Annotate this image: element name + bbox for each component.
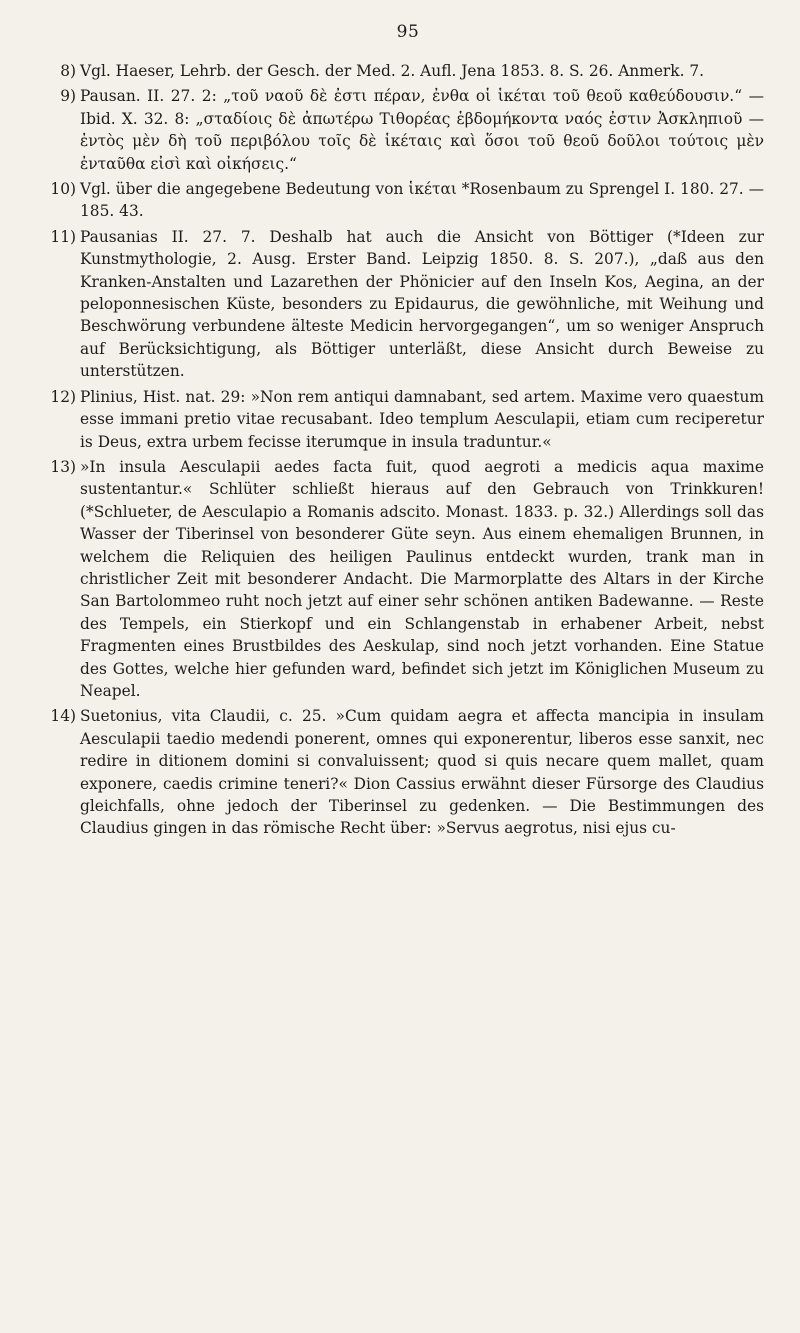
footnote	[52, 705, 764, 839]
footnote-number: 9)	[60, 87, 76, 106]
footnote-text: Pausan. II. 27. 2: „τοῦ ναοῦ δὲ ἐστι πέραν, ἐνθα οἱ ἱκέται τοῦ θεοῦ καθεύδουσιν.“ — Ibid. X. 32. 8: „σταδίοις δὲ ἀπωτέρω Τιθορέας ἑβδομήκοντα ναός ἐστιν Ἀσκληπιοῦ — ἐντὸς μὲν δὴ τοῦ περιβόλου τοῖς δὲ ἱκέταις καὶ ὅσοι τοῦ θεοῦ δοῦλοι τούτοις μὲν ἐνταῦθα εἰσὶ καὶ οἰκήσεις.“	[80, 87, 764, 173]
footnote	[52, 386, 764, 453]
footnotes-list	[52, 60, 764, 840]
footnote-text: Vgl. über die angegebene Bedeutung von ἱκέται *Rosenbaum zu Sprengel I. 180. 27. — 185. 43.	[80, 180, 764, 221]
footnote-number: 14)	[50, 707, 76, 726]
footnote	[52, 60, 764, 82]
footnote-number: 11)	[50, 227, 76, 246]
footnote-number: 10)	[50, 180, 76, 199]
footnote-text: Vgl. Haeser, Lehrb. der Gesch. der Med. 2. Aufl. Jena 1853. 8. S. 26. Anmerk. 7.	[80, 62, 705, 80]
footnote-text: Plinius, Hist. nat. 29: »Non rem antiqui damnabant, sed artem. Maxime vero quaestum esse immani pretio vitae recusabant. Ideo templum Aesculapii, etiam cum reciperetur is Deus, extra urbem fecisse iterumque in insula traduntur.«	[80, 387, 764, 451]
footnote-text: »In insula Aesculapii aedes facta fuit, quod aegroti a medicis aqua maxime sustentantur.« Schlüter schließt hieraus auf den Gebrauch von Trinkkuren! (*Schlueter, de Aesculapio a Romanis adscito. Monast. 1833. p. 32.) Allerdings soll das Wasser der Tiberinsel von besonderer Güte seyn. Aus einem ehemaligen Brunnen, in welchem die Reliquien des heiligen Paulinus entdeckt wurden, trank man in christlicher Zeit mit besonderer Andacht. Die Marmorplatte des Altars in der Kirche San Bartolommeo ruht noch jetzt auf einer sehr schönen antiken Badewanne. — Reste des Tempels, ein Stierkopf und ein Schlangenstab in erhabener Arbeit, nebst Fragmenten eines Brustbildes des Aeskulap, sind noch jetzt vorhanden. Eine Statue des Gottes, welche hier gefunden ward, befindet sich jetzt im Königlichen Museum zu Neapel.	[80, 457, 764, 700]
footnote-text: Pausanias II. 27. 7. Deshalb hat auch die Ansicht von Böttiger (*Ideen zur Kunstmythologie, 2. Ausg. Erster Band. Leipzig 1850. 8. S. 207.), „daß aus den Kranken-Anstalten und Lazarethen der Phönicier auf den Inseln Kos, Aegina, an der peloponnesischen Küste, besonders zu Epidaurus, die gewöhnliche, mit Weihung und Beschwörung verbundene älteste Medicin hervorgegangen“, um so weniger Anspruch auf Berücksichtigung, als Böttiger unterläßt, diese Ansicht durch Beweise zu unterstützen.	[80, 227, 764, 381]
footnote	[52, 85, 764, 175]
footnote	[52, 178, 764, 223]
footnote-number: 8)	[60, 62, 76, 80]
footnote-number: 12)	[50, 387, 76, 406]
footnote	[52, 226, 764, 383]
footnote-number: 13)	[50, 457, 76, 476]
footnote-text: Suetonius, vita Claudii, c. 25. »Cum quidam aegra et affecta mancipia in insulam Aesculapii taedio medendi ponerent, omnes qui exponerentur, liberos esse sanxit, nec redire in ditionem domini si convaluissent; quod si quis necare quem mallet, quam exponere, caedis crimine teneri?« Dion Cassius erwähnt dieser Fürsorge des Claudius gleichfalls, ohne jedoch der Tiberinsel zu gedenken. — Die Bestimmungen des Claudius gingen in das römische Recht über: »Servus aegrotus, nisi ejus cu-	[80, 707, 764, 838]
page-number: 95	[396, 22, 420, 42]
footnote	[52, 456, 764, 702]
